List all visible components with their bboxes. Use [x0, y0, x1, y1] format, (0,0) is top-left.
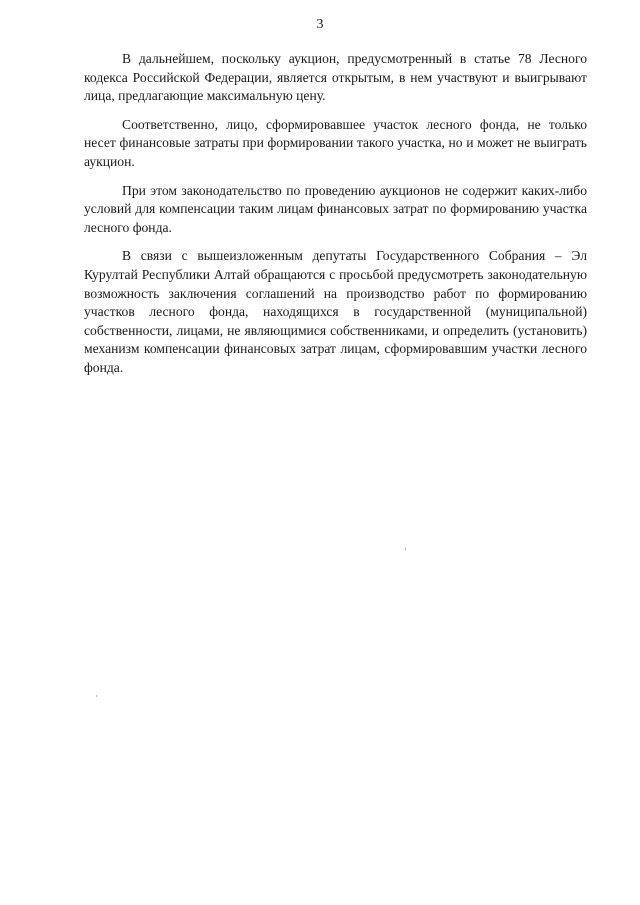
- document-body: [84, 50, 587, 388]
- page-number: 3: [316, 17, 324, 32]
- scan-speck: [405, 548, 406, 550]
- paragraph-costs-risk: Соответственно, лицо, сформировавшее участок лесного фонда, не только несет финансовые затраты при формировании такого участка, но и может не выиграть аукцион.: [84, 116, 587, 169]
- scan-speck: [96, 695, 97, 697]
- paragraph-auction-open: В дальнейшем, поскольку аукцион, предусмотренный в статье 78 Лесного кодекса Российской Федерации, является открытым, в нем участвуют и выигрывают лица, предлагающие максимальную цену.: [84, 51, 587, 104]
- paragraph-request: В связи с вышеизложенным депутаты Государственного Собрания – Эл Курултай Республики Алтай обращаются с просьбой предусмотреть законодательную возможность заключения соглашений на производство работ по формированию участков лесного фонда, находящихся в государственной (муниципальной) собственности, лицами, не являющимися собственниками, и определить (установить) механизм компенсации финансовых затрат лицам, сформировавшим участки лесного фонда.: [84, 248, 587, 375]
- paragraph-legislation-gap: При этом законодательство по проведению аукционов не содержит каких-либо условий для компенсации таким лицам финансовых затрат по формированию участка лесного фонда.: [84, 182, 587, 235]
